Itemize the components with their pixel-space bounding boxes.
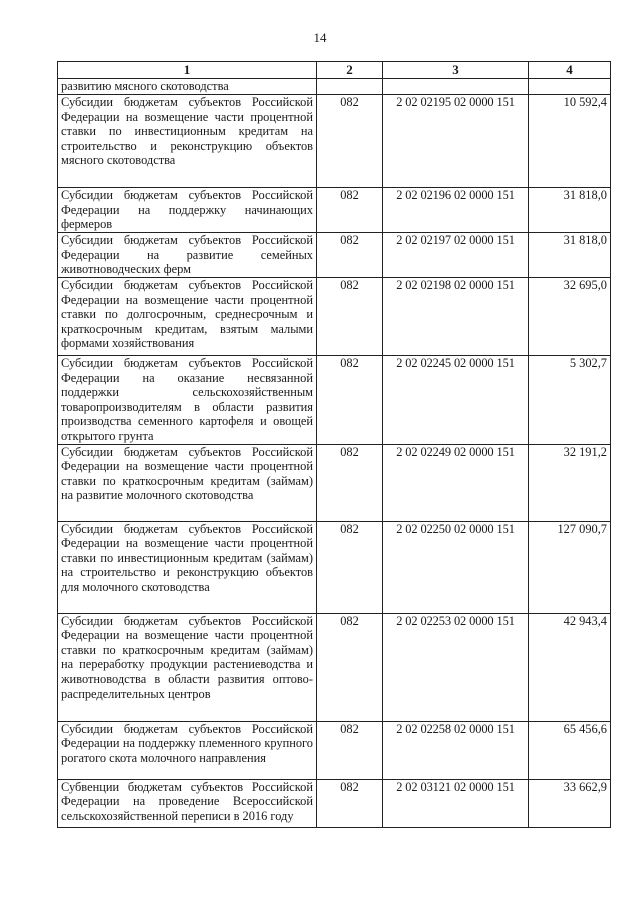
- row-admin-code: 082: [317, 444, 383, 521]
- table-row: [58, 188, 611, 233]
- table-row: [58, 95, 611, 188]
- table-row: [58, 613, 611, 721]
- table-row: [58, 278, 611, 356]
- row-amount: 65 456,6: [529, 721, 611, 779]
- row-amount: 31 818,0: [529, 188, 611, 233]
- table-row: [58, 779, 611, 827]
- row-description: развитию мясного скотоводства: [58, 79, 317, 95]
- row-admin-code: 082: [317, 95, 383, 188]
- row-amount: 5 302,7: [529, 356, 611, 445]
- row-description: Субсидии бюджетам субъектов Российской Федерации на развитие семейных животноводческих ферм: [58, 233, 317, 278]
- header-col-4: 4: [529, 62, 611, 79]
- table-body: [58, 79, 611, 828]
- page-number: 14: [313, 30, 327, 45]
- row-description: Субсидии бюджетам субъектов Российской Федерации на поддержку начинающих фермеров: [58, 188, 317, 233]
- row-description: Субсидии бюджетам субъектов Российской Федерации на возмещение части процентной ставки по инвестиционным кредитам на строительство и реконструкцию объектов мясного скотоводства: [58, 95, 317, 188]
- budget-revenue-table: [57, 61, 611, 828]
- row-description: Субсидии бюджетам субъектов Российской Федерации на возмещение части процентной ставки по краткосрочным кредитам (займам) на переработку продукции растениеводства и животноводства в области развития оптово-распределительных центров: [58, 613, 317, 721]
- row-amount: [529, 79, 611, 95]
- row-admin-code: 082: [317, 356, 383, 445]
- row-budget-classification-code: 2 02 02250 02 0000 151: [383, 521, 529, 613]
- row-description: Субсидии бюджетам субъектов Российской Федерации на оказание несвязанной поддержки сельскохозяйственным товаропроизводителям в области развития производства семенного картофеля и овощей открытого грунта: [58, 356, 317, 445]
- row-description: Субсидии бюджетам субъектов Российской Федерации на возмещение части процентной ставки по инвестиционным кредитам (займам) на строительство и реконструкцию объектов для молочного скотоводства: [58, 521, 317, 613]
- table-row: [58, 444, 611, 521]
- row-budget-classification-code: 2 02 02258 02 0000 151: [383, 721, 529, 779]
- row-description: Субсидии бюджетам субъектов Российской Федерации на возмещение части процентной ставки по краткосрочным кредитам (займам) на развитие молочного скотоводства: [58, 444, 317, 521]
- table-row: [58, 356, 611, 445]
- row-admin-code: [317, 79, 383, 95]
- table-row: [58, 721, 611, 779]
- row-admin-code: 082: [317, 188, 383, 233]
- header-col-2: 2: [317, 62, 383, 79]
- row-amount: 127 090,7: [529, 521, 611, 613]
- header-col-1: 1: [58, 62, 317, 79]
- row-admin-code: 082: [317, 521, 383, 613]
- row-budget-classification-code: 2 02 02249 02 0000 151: [383, 444, 529, 521]
- row-budget-classification-code: 2 02 03121 02 0000 151: [383, 779, 529, 827]
- row-amount: 31 818,0: [529, 233, 611, 278]
- row-amount: 10 592,4: [529, 95, 611, 188]
- row-budget-classification-code: 2 02 02197 02 0000 151: [383, 233, 529, 278]
- row-admin-code: 082: [317, 613, 383, 721]
- header-col-3: 3: [383, 62, 529, 79]
- row-amount: 32 191,2: [529, 444, 611, 521]
- row-admin-code: 082: [317, 278, 383, 356]
- row-description: Субсидии бюджетам субъектов Российской Федерации на поддержку племенного крупного рогатого скота молочного направления: [58, 721, 317, 779]
- table-row: [58, 233, 611, 278]
- row-budget-classification-code: [383, 79, 529, 95]
- row-budget-classification-code: 2 02 02245 02 0000 151: [383, 356, 529, 445]
- row-admin-code: 082: [317, 779, 383, 827]
- row-amount: 32 695,0: [529, 278, 611, 356]
- row-description: Субсидии бюджетам субъектов Российской Федерации на возмещение части процентной ставки по долгосрочным, среднесрочным и краткосрочным кредитам, взятым малыми формами хозяйствования: [58, 278, 317, 356]
- table-row: [58, 521, 611, 613]
- row-budget-classification-code: 2 02 02198 02 0000 151: [383, 278, 529, 356]
- row-amount: 42 943,4: [529, 613, 611, 721]
- table-header-row: [58, 62, 611, 79]
- row-budget-classification-code: 2 02 02195 02 0000 151: [383, 95, 529, 188]
- row-amount: 33 662,9: [529, 779, 611, 827]
- row-budget-classification-code: 2 02 02196 02 0000 151: [383, 188, 529, 233]
- row-admin-code: 082: [317, 233, 383, 278]
- row-admin-code: 082: [317, 721, 383, 779]
- row-budget-classification-code: 2 02 02253 02 0000 151: [383, 613, 529, 721]
- table-row: [58, 79, 611, 95]
- row-description: Субвенции бюджетам субъектов Российской Федерации на проведение Всероссийской сельскохозяйственной переписи в 2016 году: [58, 779, 317, 827]
